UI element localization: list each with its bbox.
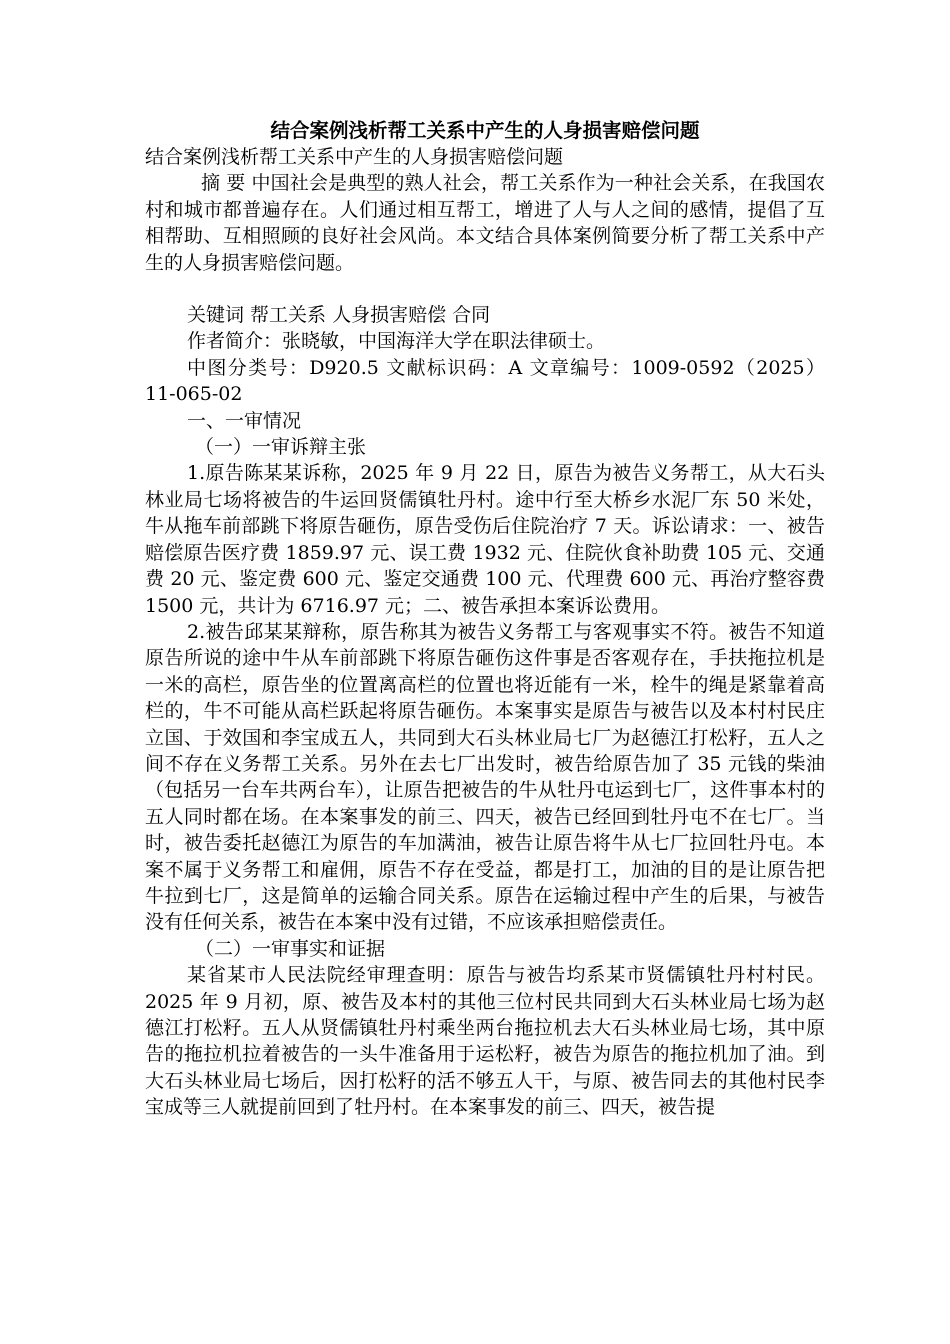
body-paragraph: 2.被告邱某某辩称，原告称其为被告义务帮工与客观事实不符。被告不知道原告所说的途中牛从车前部跳下将原告砸伤这件事是否客观存在，手扶拖拉机是一米的高栏，原告坐的位置离高栏的位置也将近能有一米，栓牛的绳是紧靠着高栏的，牛不可能从高栏跃起将原告砸伤。本案事实是原告与被告以及本村村民庄立国、于效国和李宝成五人，共同到大石头林业局七厂为赵德江打松籽，五人之间不存在义务帮工关系。另外在去七厂出发时，被告给原告加了 35 元钱的柴油（包括另一台车共两台车），让原告把被告的牛从牡丹屯运到七厂，这件事本村的五人同时都在场。在本案事发的前三、四天，被告已经回到牡丹屯不在七厂。当时，被告委托赵德江为原告的车加满油，被告让原告将牛从七厂拉回牡丹屯。本案不属于义务帮工和雇佣，原告不存在受益，都是打工，加油的目的是让原告把牛拉到七厂，这是简单的运输合同关系。原告在运输过程中产生的后果，与被告没有任何关系，被告在本案中没有过错，不应该承担赔偿责任。 bbox=[145, 620, 825, 934]
body-paragraph: 某省某市人民法院经审理查明：原告与被告均系某市贤儒镇牡丹村村民。2025 年 9 月初，原、被告及本村的其他三位村民共同到大石头林业局七场为赵德江打松籽。五人从贤儒镇牡丹村乘坐两台拖拉机去大石头林业局七场，其中原告的拖拉机拉着被告的一头牛准备用于运松籽，被告为原告的拖拉机加了油。到大石头林业局七场后，因打松籽的活不够五人干，与原、被告同去的其他村民李宝成等三人就提前回到了牡丹村。在本案事发的前三、四天，被告提 bbox=[145, 964, 825, 1119]
section-heading: 一、一审情况 bbox=[187, 409, 302, 432]
abstract-paragraph: 摘 要 中国社会是典型的熟人社会，帮工关系作为一种社会关系，在我国农村和城市都普遍存在。人们通过相互帮工，增进了人与人之间的感情，提倡了互相帮助、互相照顾的良好社会风尚。本文结合具体案例简要分析了帮工关系中产生的人身损害赔偿问题。 bbox=[145, 172, 825, 274]
classification-line: 中图分类号：D920.5 文献标识码：A 文章编号：1009-0592（2025）11-065-02 bbox=[145, 356, 825, 406]
document-subtitle: 结合案例浅析帮工关系中产生的人身损害赔偿问题 bbox=[145, 146, 564, 168]
spacer bbox=[145, 276, 825, 302]
subsection-heading: （二）一审事实和证据 bbox=[195, 937, 386, 960]
document-page bbox=[145, 118, 825, 1121]
keywords-line: 关键词 帮工关系 人身损害赔偿 合同 bbox=[187, 304, 491, 327]
body-paragraph: 1.原告陈某某诉称，2025 年 9 月 22 日，原告为被告义务帮工，从大石头林业局七场将被告的牛运回贤儒镇牡丹村。途中行至大桥乡水泥厂东 50 米处，牛从拖车前部跳下将原告砸伤，原告受伤后住院治疗 7 天。诉讼请求：一、被告赔偿原告医疗费 1859.97 元、误工费 1932 元、住院伙食补助费 105 元、交通费 20 元、鉴定费 600 元、鉴定交通费 100 元、代理费 600 元、再治疗整容费 1500 元，共计为 6716.97 元；二、被告承担本案诉讼费用。 bbox=[145, 462, 825, 617]
author-line: 作者简介：张晓敏，中国海洋大学在职法律硕士。 bbox=[187, 330, 606, 353]
document-title: 结合案例浅析帮工关系中产生的人身损害赔偿问题 bbox=[270, 119, 700, 142]
subsection-heading: （一）一审诉辩主张 bbox=[195, 436, 367, 459]
